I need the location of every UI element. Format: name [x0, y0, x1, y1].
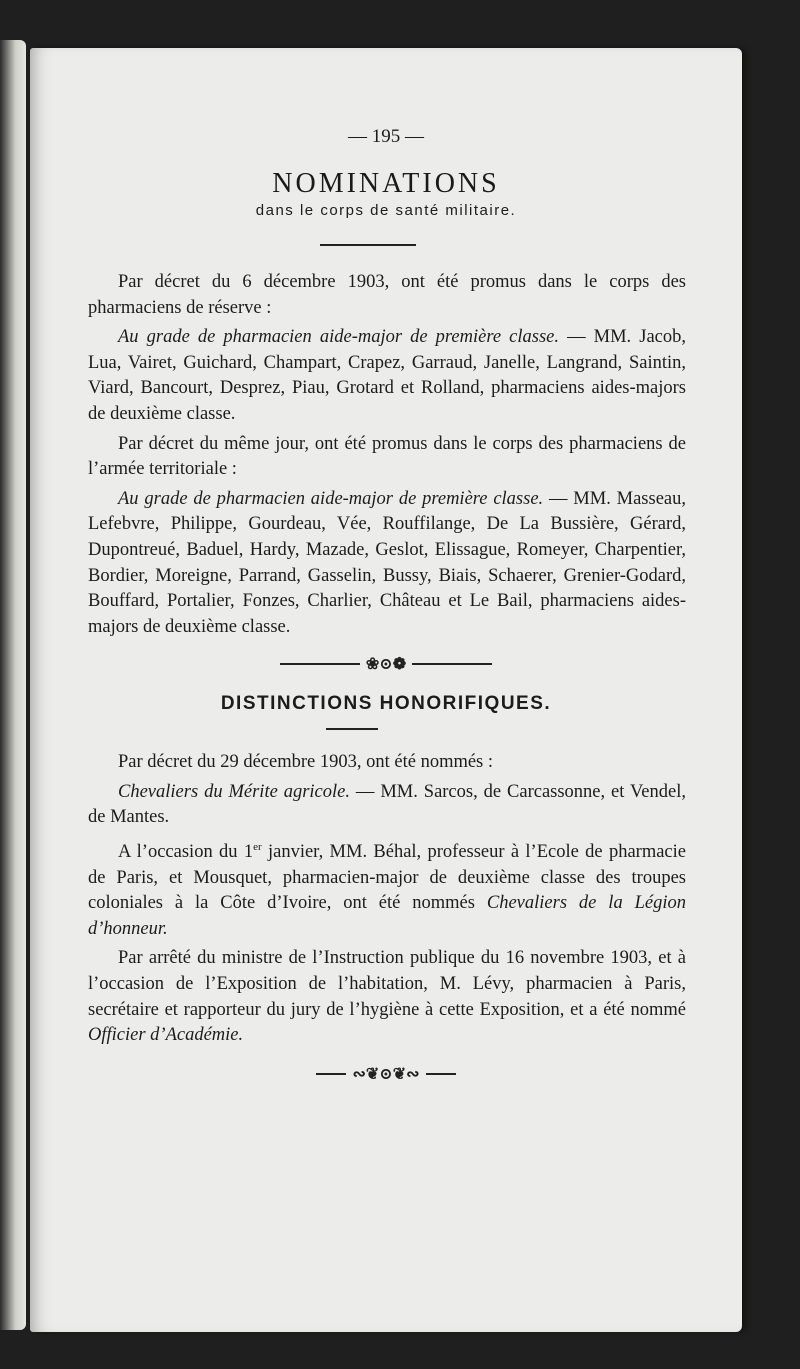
grade-heading-territoriale: Au grade de pharmacien aide-major de première classe. [118, 488, 544, 509]
distinctions-rule [326, 728, 378, 730]
nominations-header [30, 168, 742, 219]
nominations-p3-text: Par décret du même jour, ont été promus dans le corps des pharmaciens de l’armée territoriale : [88, 433, 686, 480]
section-divider-ornament [30, 654, 742, 674]
facing-page-edge [0, 40, 26, 1330]
nominations-paragraph-4 [88, 487, 686, 641]
book-page [30, 48, 742, 1332]
end-ornament-line-left [316, 1073, 346, 1075]
title-rule [320, 244, 416, 246]
nominations-paragraph-2 [88, 325, 686, 427]
distinctions-paragraph-3 [88, 835, 686, 943]
distinctions-p1-text: Par décret du 29 décembre 1903, ont été nommés : [118, 752, 494, 772]
end-ornament [30, 1064, 742, 1084]
distinctions-body [88, 750, 686, 1053]
distinctions-paragraph-1 [88, 750, 686, 776]
nominations-title: NOMINATIONS [272, 168, 500, 199]
academie-text: Par arrêté du ministre de l’Instruction publique du 16 novembre 1903, et à l’occasion de l’Exposition de l’habitation, M. Lévy, pharmacien à Paris, secrétaire et rapporteur du jury de l’hygiène à cette Exposition, et a été nommé [88, 948, 686, 1020]
nominations-subtitle: dans le corps de santé militaire. [255, 202, 517, 219]
distinctions-paragraph-2 [88, 780, 686, 831]
nominations-body [88, 270, 686, 644]
ornament-line-right [412, 663, 492, 665]
grade-heading-reserve: Au grade de pharmacien aide-major de première classe. [118, 327, 559, 348]
distinctions-paragraph-4 [88, 946, 686, 1048]
nominations-paragraph-3 [88, 432, 686, 483]
officier-academie-heading: Officier d’Académie. [88, 1025, 244, 1046]
end-flourish-icon: ∾❦⊙❦∾ [352, 1066, 420, 1083]
merite-agricole-names: — MM. Sarcos, de Carcassonne, et Vendel, de Mantes. [88, 781, 686, 828]
legion-text-b: janvier, MM. Béhal, professeur à l’Ecole de pharmacie de Paris, et Mousquet, pharmacien-major de deuxième classe des troupes coloniales à la Côte d’Ivoire, ont été nommés [88, 841, 686, 914]
legion-text-a: A l’occasion du 1 [118, 841, 254, 862]
distinctions-title: DISTINCTIONS HONORIFIQUES. [220, 693, 552, 714]
ornament-line-left [280, 663, 360, 665]
flourish-icon: ❀⊙❁ [365, 656, 407, 673]
nominations-p1-text: Par décret du 6 décembre 1903, ont été promus dans le corps des pharmaciens de réserve : [88, 272, 686, 318]
end-ornament-line-right [426, 1073, 456, 1075]
page-number: — 195 — [348, 126, 424, 147]
reserve-names-list: — MM. Jacob, Lua, Vairet, Guichard, Champart, Crapez, Garraud, Janelle, Langrand, Saintin, Viard, Bancourt, Desprez, Piau, Grotard et Rolland, pharmaciens aides-majors de deuxième classe. [88, 327, 686, 424]
nominations-paragraph-1 [88, 270, 686, 321]
ordinal-superscript: er [253, 840, 262, 853]
territoriale-names-list: — MM. Masseau, Lefebvre, Philippe, Gourdeau, Vée, Rouffilange, De La Bussière, Gérard, Dupontreué, Baduel, Hardy, Mazade, Geslot, Elissague, Romeyer, Charpentier, Bordier, Moreigne, Parrand, Gasselin, Bussy, Biais, Schaerer, Grenier-Godard, Bouffard, Portalier, Fonzes, Charlier, Château et Le Bail, pharmaciens aides-majors de deuxième classe. [88, 488, 686, 637]
legion-honneur-heading: Chevaliers de la Légion d’honneur. [88, 893, 686, 939]
merite-agricole-heading: Chevaliers du Mérite agricole. [118, 781, 350, 802]
